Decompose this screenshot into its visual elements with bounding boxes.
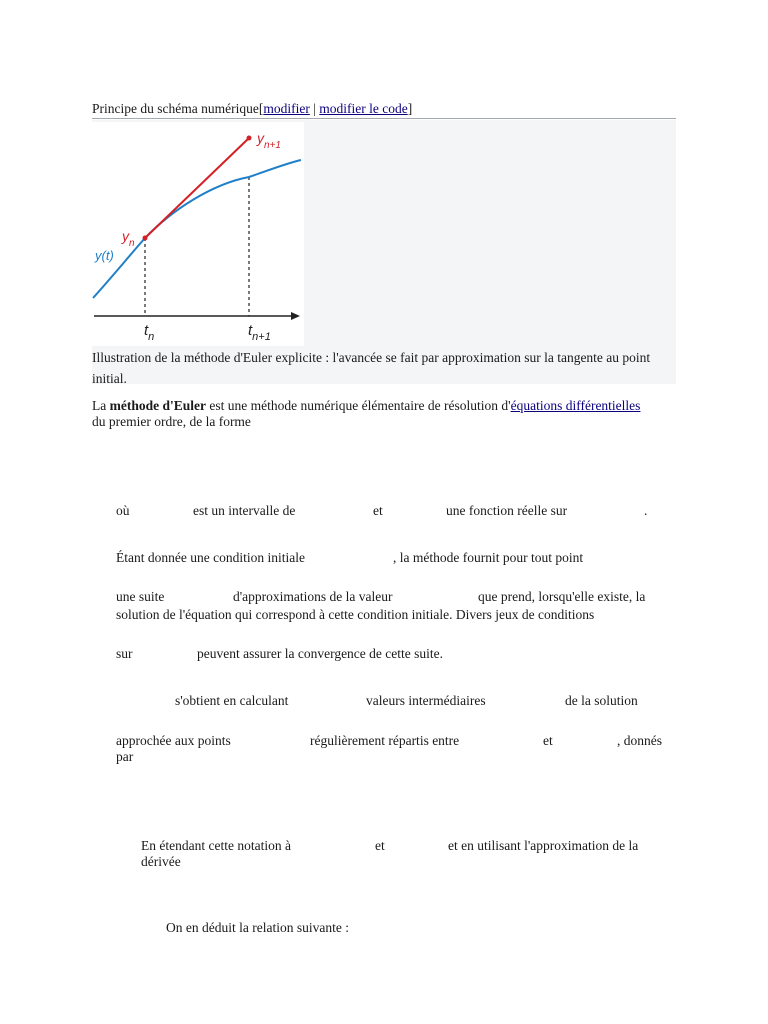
y-next-label: $y_{n+1}$	[257, 130, 281, 151]
tn1-label: $t_{n+1}$	[248, 322, 271, 343]
y-next-point	[247, 136, 252, 141]
body-l5b: peuvent assurer la convergence de cette suite.	[197, 646, 444, 661]
edit-bracket-open: [	[258, 101, 264, 116]
body-l1c: et	[373, 503, 383, 518]
body-l1b: est un intervalle de	[193, 503, 296, 518]
edit-bracket-close: ]	[407, 101, 413, 116]
body-l7d: , donnés	[617, 733, 662, 748]
body-l11: On en déduit la relation suivante :	[166, 920, 349, 935]
body-l3b: d'approximations de la valeur	[233, 589, 393, 604]
body-l5a: sur	[116, 646, 133, 661]
y-n-point	[143, 236, 148, 241]
y-n-label: $y_n$	[122, 228, 135, 249]
body-l8: par	[116, 749, 134, 764]
differential-equations-link[interactable]: équations différentielles	[510, 398, 641, 413]
body-l3c: que prend, lorsqu'elle existe, la	[478, 589, 646, 604]
edit-code-link[interactable]: modifier le code	[319, 101, 408, 116]
body-l9b: et	[375, 838, 385, 853]
body-l3a: une suite	[116, 589, 165, 604]
body-l9c: et en utilisant l'approximation de la	[448, 838, 639, 853]
body-l6a: s'obtient en calculant	[175, 693, 289, 708]
intro-middle: est une méthode numérique élémentaire de résolution d'	[206, 398, 511, 413]
body-l10: dérivée	[141, 854, 181, 869]
body-l9a: En étendant cette notation à	[141, 838, 291, 853]
body-l1d: une fonction réelle sur	[446, 503, 568, 518]
body-l6b: valeurs intermédiaires	[366, 693, 486, 708]
body-l7c: et	[543, 733, 553, 748]
intro-suffix: du premier ordre, de la forme	[92, 414, 251, 429]
figure-caption: Illustration de la méthode d'Euler explicite : l'avancée se fait par approximation sur la tangente au point initial.	[92, 350, 651, 386]
body-l7a: approchée aux points	[116, 733, 231, 748]
y-t-label: y(t)	[95, 248, 114, 263]
edit-separator: |	[309, 101, 320, 116]
intro-paragraph	[92, 398, 652, 430]
euler-diagram	[92, 122, 304, 346]
section-title: Principe du schéma numérique	[92, 101, 259, 116]
body-l1a: où	[116, 503, 130, 518]
tn-label: $t_n$	[144, 322, 155, 343]
body-l2a: Étant donnée une condition initiale	[116, 550, 305, 565]
body-l7b: régulièrement répartis entre	[310, 733, 460, 748]
edit-link[interactable]: modifier	[263, 101, 310, 116]
section-header	[92, 100, 676, 119]
intro-prefix: La	[92, 398, 110, 413]
body-l1e: .	[644, 503, 648, 518]
body-l2b: , la méthode fournit pour tout point	[393, 550, 584, 565]
body-l6c: de la solution	[565, 693, 638, 708]
intro-bold-term: méthode d'Euler	[109, 398, 206, 413]
body-l4: solution de l'équation qui correspond à cette condition initiale. Divers jeux de conditions	[116, 607, 595, 622]
